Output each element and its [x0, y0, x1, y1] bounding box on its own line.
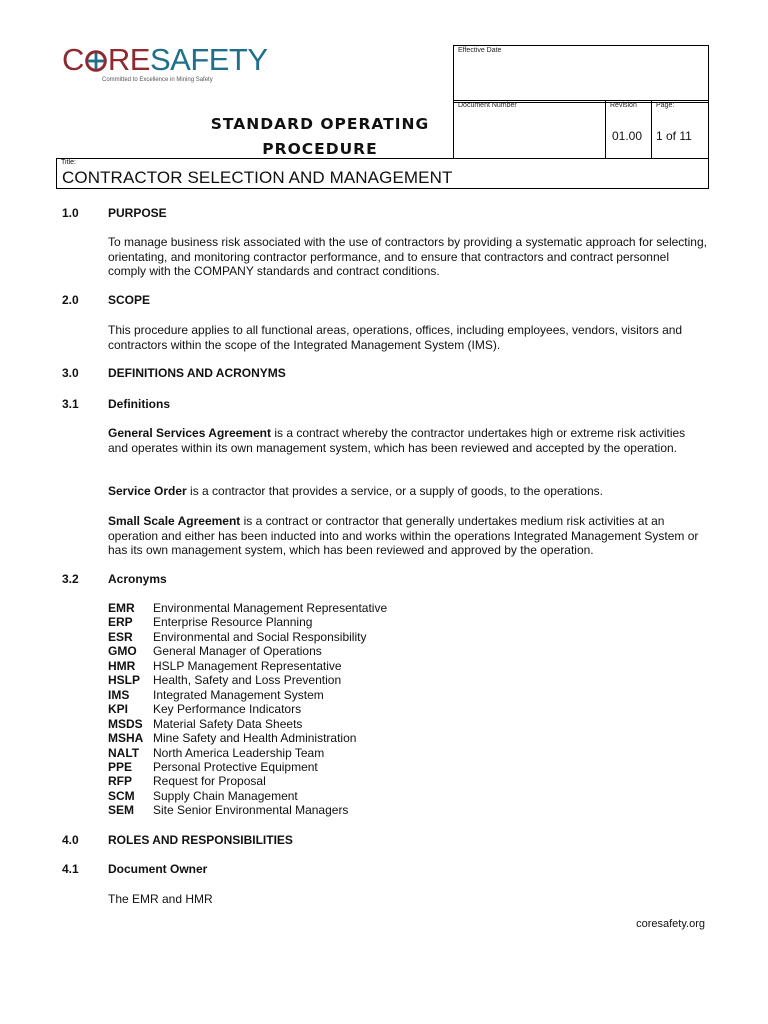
section-2-text: This procedure applies to all functional areas, operations, offices, including employees, vendors, visitors and contractors within the scope of the Integrated Management System (IMS). [108, 323, 683, 352]
definition-term: General Services Agreement [108, 426, 271, 440]
logo-cross-o-icon [85, 46, 107, 68]
logo-tagline: Committed to Excellence in Mining Safety [102, 77, 213, 83]
acronym-row [108, 688, 387, 702]
acronym-row [108, 760, 387, 774]
acronym-key: IMS [108, 687, 130, 702]
definition-general-services-agreement [108, 426, 708, 455]
acronym-value: HSLP Management Representative [153, 658, 342, 673]
acronym-value: Personal Protective Equipment [153, 759, 318, 774]
acronym-value: Key Performance Indicators [153, 702, 302, 717]
title-label: Title: [61, 159, 76, 166]
section-3-number: 3.0 [62, 366, 79, 380]
section-4-title: ROLES AND RESPONSIBILITIES [108, 833, 293, 847]
section-3-1-number: 3.1 [62, 397, 79, 411]
effective-date-label: Effective Date [458, 47, 502, 54]
sop-heading-line2: PROCEDURE [262, 140, 378, 158]
acronym-row [108, 601, 387, 615]
acronym-value: Integrated Management System [153, 687, 324, 702]
section-4-number: 4.0 [62, 833, 79, 847]
document-title: CONTRACTOR SELECTION AND MANAGEMENT [62, 168, 453, 187]
acronym-key: GMO [108, 644, 137, 659]
acronym-key: RFP [108, 774, 132, 789]
section-3-2-title: Acronyms [108, 572, 167, 586]
acronym-value: General Manager of Operations [153, 644, 322, 659]
acronym-value: Request for Proposal [153, 774, 266, 789]
acronym-key: SEM [108, 803, 135, 818]
section-3-2-number: 3.2 [62, 572, 79, 586]
definition-term: Small Scale Agreement [108, 514, 241, 528]
definition-service-order [108, 484, 708, 499]
revision-value: 01.00 [612, 129, 643, 143]
acronym-row [108, 630, 387, 644]
logo-safety-text: SAFETY [149, 42, 268, 77]
acronym-row [108, 789, 387, 803]
section-4-1-title: Document Owner [108, 862, 208, 876]
section-4-1-text: The EMR and HMR [108, 892, 213, 906]
logo-wordmark [62, 42, 268, 77]
definition-text: is a contract whereby the contractor undertakes high or extreme risk activities and operates within its own management system, which has been reviewed and accepted by the operation. [108, 426, 686, 455]
acronym-value: Supply Chain Management [153, 788, 298, 803]
acronym-key: ERP [108, 615, 133, 630]
definition-term: Service Order [108, 484, 187, 498]
section-1-text: To manage business risk associated with the use of contractors by providing a systematic approach for selecting, orientating, and monitoring contractor performance, and to ensure that contractors and contract personnel comply with the COMPANY standards and contract conditions. [108, 235, 707, 278]
acronym-key: KPI [108, 702, 129, 717]
acronym-list [108, 601, 387, 818]
revision-label: Revision [610, 102, 637, 109]
definition-text: is a contract or contractor that generally undertakes medium risk activities at an operation and either has been inducted into and works within the operations Integrated Management System or has its own management system, which has been reviewed and approved by the operation. [108, 514, 699, 557]
acronym-value: Environmental Management Representative [153, 601, 388, 615]
section-4-1-number: 4.1 [62, 862, 79, 876]
acronym-row [108, 644, 387, 658]
title-box [56, 158, 709, 189]
acronym-row [108, 731, 387, 745]
section-2-number: 2.0 [62, 293, 79, 307]
acronym-row [108, 774, 387, 788]
acronym-value: Enterprise Resource Planning [153, 615, 313, 630]
acronym-row [108, 659, 387, 673]
footer-url: coresafety.org [636, 918, 705, 930]
acronym-value: North America Leadership Team [153, 745, 325, 760]
page-value: 1 of 11 [656, 129, 692, 143]
logo-letter-c: C [62, 42, 84, 77]
acronym-row [108, 746, 387, 760]
acronym-row [108, 615, 387, 629]
sop-heading-line1: STANDARD OPERATING [210, 115, 430, 133]
section-3-1-title: Definitions [108, 397, 170, 411]
acronym-key: HMR [108, 658, 136, 673]
acronym-key: SCM [108, 788, 135, 803]
section-1-number: 1.0 [62, 206, 79, 220]
acronym-row [108, 673, 387, 687]
effective-date-box [453, 45, 709, 103]
sop-heading [190, 112, 450, 162]
cross-circle-icon [85, 50, 107, 72]
section-1-title: PURPOSE [108, 206, 167, 220]
document-number-box [453, 100, 606, 159]
acronym-value: Health, Safety and Loss Prevention [153, 673, 342, 688]
acronym-key: NALT [108, 745, 140, 760]
section-2-title: SCOPE [108, 293, 151, 307]
coresafety-logo [62, 42, 268, 90]
definition-text: is a contractor that provides a service, or a supply of goods, to the operations. [186, 484, 603, 498]
acronym-row [108, 702, 387, 716]
acronym-row [108, 717, 387, 731]
definition-small-scale-agreement [108, 514, 708, 558]
acronym-key: ESR [108, 629, 133, 644]
acronym-key: EMR [108, 601, 135, 615]
acronym-key: HSLP [108, 673, 141, 688]
page-box [651, 100, 709, 159]
logo-letters-re: RE [107, 42, 150, 77]
acronym-value: Environmental and Social Responsibility [153, 629, 367, 644]
document-number-label: Document Number [458, 102, 517, 109]
page-label: Page: [656, 102, 675, 109]
acronym-key: MSHA [108, 731, 144, 746]
acronym-value: Mine Safety and Health Administration [153, 731, 357, 746]
revision-box [605, 100, 652, 159]
acronym-value: Site Senior Environmental Managers [153, 803, 349, 818]
acronym-value: Material Safety Data Sheets [153, 716, 303, 731]
acronym-row [108, 803, 387, 817]
acronym-key: PPE [108, 759, 133, 774]
acronym-key: MSDS [108, 716, 143, 731]
section-3-title: DEFINITIONS AND ACRONYMS [108, 366, 286, 380]
